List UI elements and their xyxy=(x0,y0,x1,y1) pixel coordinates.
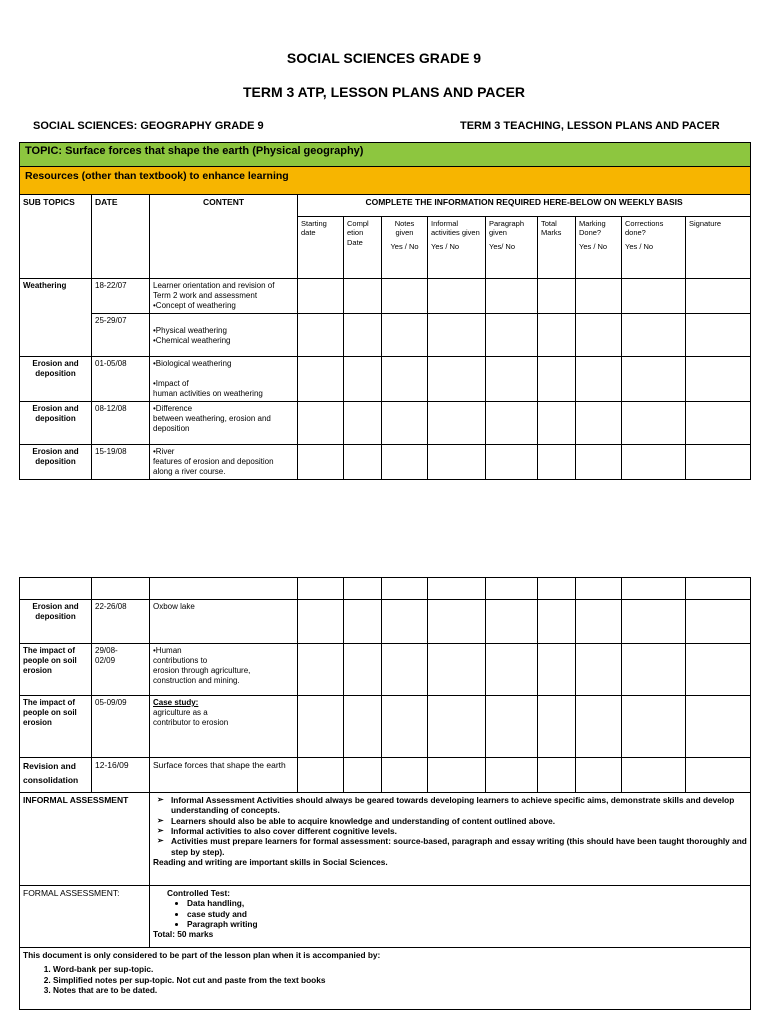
sub-topic-cell: The impact of people on soil erosion xyxy=(20,644,92,696)
table-row xyxy=(20,279,751,314)
entry-cell[interactable] xyxy=(538,402,576,445)
entry-cell[interactable] xyxy=(622,644,686,696)
entry-cell[interactable] xyxy=(538,578,576,600)
list-item: • Data handling, xyxy=(187,898,747,908)
entry-cell[interactable] xyxy=(382,600,428,644)
table-row xyxy=(20,314,751,357)
date-cell: 08-12/08 xyxy=(92,402,150,445)
entry-cell[interactable] xyxy=(538,696,576,758)
header-total-marks: Total Marks xyxy=(538,217,576,279)
date-cell: 25-29/07 xyxy=(92,314,150,357)
entry-cell[interactable] xyxy=(298,696,344,758)
list-item: ➢ Activities must prepare learners for formal assessment: source-based, paragraph and essay writing (this should have been taught thoroughly and step by step). xyxy=(157,836,747,857)
header-date: DATE xyxy=(92,195,150,279)
entry-cell[interactable] xyxy=(382,445,428,480)
list-item: 3. Notes that are to be dated. xyxy=(53,985,747,995)
entry-cell[interactable] xyxy=(686,758,751,793)
entry-cell[interactable] xyxy=(622,314,686,357)
content-cell: •Difference between weathering, erosion and deposition xyxy=(150,402,298,445)
lesson-plan-table-2 xyxy=(19,577,751,1010)
entry-cell[interactable] xyxy=(382,644,428,696)
entry-cell[interactable] xyxy=(686,600,751,644)
entry-cell[interactable] xyxy=(538,279,576,314)
entry-cell[interactable] xyxy=(298,445,344,480)
document-title: SOCIAL SCIENCES GRADE 9 xyxy=(286,50,482,66)
entry-cell[interactable] xyxy=(428,402,486,445)
entry-cell[interactable] xyxy=(382,279,428,314)
entry-cell[interactable] xyxy=(344,578,382,600)
entry-cell[interactable] xyxy=(486,445,538,480)
list-item: ➢ Informal Assessment Activities should always be geared towards developing learners to achieve specific aims, demonstrate skills and develop understanding of concepts. xyxy=(157,795,747,816)
controlled-test-label: Controlled Test: xyxy=(167,888,230,898)
content-cell: •Human contributions to erosion through agriculture, construction and mining. xyxy=(150,644,298,696)
sub-topic-cell: Revision and consolidation xyxy=(20,758,92,793)
header-starting-date: Starting date xyxy=(298,217,344,279)
entry-cell[interactable] xyxy=(686,279,751,314)
content-cell: •Physical weathering •Chemical weathering xyxy=(150,314,298,357)
entry-cell[interactable] xyxy=(686,578,751,600)
entry-cell[interactable] xyxy=(382,402,428,445)
entry-cell[interactable] xyxy=(298,600,344,644)
entry-cell[interactable] xyxy=(622,758,686,793)
entry-cell[interactable] xyxy=(344,314,382,357)
entry-cell[interactable] xyxy=(622,445,686,480)
document-note-text: This document is only considered to be part of the lesson plan when it is accompanied by: xyxy=(23,950,381,960)
entry-cell[interactable] xyxy=(428,578,486,600)
table-row xyxy=(20,578,751,600)
entry-cell[interactable] xyxy=(486,357,538,402)
entry-cell[interactable] xyxy=(486,696,538,758)
entry-cell[interactable] xyxy=(576,445,622,480)
header-marking-done: Marking Done? Yes / No xyxy=(576,217,622,279)
entry-cell[interactable] xyxy=(486,758,538,793)
date-cell: 22-26/08 xyxy=(92,600,150,644)
sub-topic-cell: Erosion and deposition xyxy=(20,402,92,445)
entry-cell[interactable] xyxy=(298,314,344,357)
date-cell: 12-16/09 xyxy=(92,758,150,793)
date-cell: 18-22/07 xyxy=(92,279,150,314)
entry-cell[interactable] xyxy=(686,445,751,480)
informal-assessment-label: INFORMAL ASSESSMENT xyxy=(20,793,150,886)
entry-cell[interactable] xyxy=(344,600,382,644)
header-sub-topics: SUB TOPICS xyxy=(20,195,92,279)
entry-cell[interactable] xyxy=(486,644,538,696)
entry-cell[interactable] xyxy=(538,600,576,644)
table-row xyxy=(20,357,751,402)
entry-cell[interactable] xyxy=(344,357,382,402)
entry-cell[interactable] xyxy=(20,578,92,600)
entry-cell[interactable] xyxy=(576,279,622,314)
content-cell: Surface forces that shape the earth xyxy=(150,758,298,793)
entry-cell[interactable] xyxy=(486,279,538,314)
entry-cell[interactable] xyxy=(622,696,686,758)
entry-cell[interactable] xyxy=(576,758,622,793)
total-marks: Total: 50 marks xyxy=(153,929,214,940)
header-completion-date: Compl etion Date xyxy=(344,217,382,279)
date-cell: 15-19/08 xyxy=(92,445,150,480)
lesson-plan-table-1 xyxy=(19,142,751,480)
entry-cell[interactable] xyxy=(428,445,486,480)
informal-assessment-notes xyxy=(150,793,751,886)
sub-topic-cell: Erosion and deposition xyxy=(20,445,92,480)
entry-cell[interactable] xyxy=(486,600,538,644)
content-cell: Case study: agriculture as a contributor to erosion xyxy=(150,696,298,758)
date-cell: 29/08- 02/09 xyxy=(92,644,150,696)
entry-cell[interactable] xyxy=(486,402,538,445)
document-note xyxy=(20,948,751,1010)
entry-cell[interactable] xyxy=(344,402,382,445)
entry-cell[interactable] xyxy=(150,578,298,600)
entry-cell[interactable] xyxy=(382,314,428,357)
list-item: ➢ Learners should also be able to acquire knowledge and understanding of content outlined above. xyxy=(157,816,747,826)
resources-banner: Resources (other than textbook) to enhance learning xyxy=(20,167,751,195)
header-informal-activities: Informal activities given Yes / No xyxy=(428,217,486,279)
entry-cell[interactable] xyxy=(576,644,622,696)
formal-assessment-notes xyxy=(150,886,751,948)
entry-cell[interactable] xyxy=(344,279,382,314)
topic-banner: TOPIC: Surface forces that shape the earth (Physical geography) xyxy=(20,143,751,167)
sub-topic-cell: Erosion and deposition xyxy=(20,357,92,402)
document-subtitle: TERM 3 ATP, LESSON PLANS AND PACER xyxy=(242,84,526,100)
header-paragraph-given: Paragraph given Yes/ No xyxy=(486,217,538,279)
sub-topic-cell: The impact of people on soil erosion xyxy=(20,696,92,758)
content-cell: •River features of erosion and deposition along a river course. xyxy=(150,445,298,480)
table-row xyxy=(20,758,751,793)
entry-cell[interactable] xyxy=(486,578,538,600)
entry-cell[interactable] xyxy=(344,696,382,758)
entry-cell[interactable] xyxy=(576,402,622,445)
entry-cell[interactable] xyxy=(576,696,622,758)
content-cell: Learner orientation and revision of Term 2 work and assessment •Concept of weathering xyxy=(150,279,298,314)
entry-cell[interactable] xyxy=(298,357,344,402)
content-cell: •Biological weathering •Impact of human activities on weathering xyxy=(150,357,298,402)
informal-assessment-row xyxy=(20,793,751,886)
entry-cell[interactable] xyxy=(576,578,622,600)
entry-cell[interactable] xyxy=(298,758,344,793)
entry-cell[interactable] xyxy=(686,314,751,357)
entry-cell[interactable] xyxy=(344,445,382,480)
list-item: 1. Word-bank per sup-topic. xyxy=(53,964,747,974)
document-note-row xyxy=(20,948,751,1010)
header-corrections-done: Corrections done? Yes / No xyxy=(622,217,686,279)
entry-cell[interactable] xyxy=(298,279,344,314)
entry-cell[interactable] xyxy=(428,696,486,758)
entry-cell[interactable] xyxy=(622,357,686,402)
date-cell: 05-09/09 xyxy=(92,696,150,758)
case-study-label: Case study: xyxy=(153,698,199,707)
entry-cell[interactable] xyxy=(428,279,486,314)
term-heading: TERM 3 TEACHING, LESSON PLANS AND PACER xyxy=(460,120,720,132)
table-row xyxy=(20,696,751,758)
entry-cell[interactable] xyxy=(576,357,622,402)
entry-cell[interactable] xyxy=(576,314,622,357)
entry-cell[interactable] xyxy=(428,314,486,357)
entry-cell[interactable] xyxy=(538,445,576,480)
entry-cell[interactable] xyxy=(538,758,576,793)
table-row xyxy=(20,402,751,445)
sub-topic-cell: Erosion and deposition xyxy=(20,600,92,644)
list-item: ➢ Informal activities to also cover different cognitive levels. xyxy=(157,826,747,836)
list-item: • Paragraph writing xyxy=(187,919,747,929)
entry-cell[interactable] xyxy=(382,696,428,758)
entry-cell[interactable] xyxy=(428,758,486,793)
entry-cell[interactable] xyxy=(382,758,428,793)
entry-cell[interactable] xyxy=(686,357,751,402)
formal-assessment-label: FORMAL ASSESSMENT: xyxy=(20,886,150,948)
entry-cell[interactable] xyxy=(686,402,751,445)
entry-cell[interactable] xyxy=(686,644,751,696)
entry-cell[interactable] xyxy=(622,279,686,314)
date-cell: 01-05/08 xyxy=(92,357,150,402)
entry-cell[interactable] xyxy=(538,644,576,696)
entry-cell[interactable] xyxy=(538,357,576,402)
header-notes-given: Notes given Yes / No xyxy=(382,217,428,279)
entry-cell[interactable] xyxy=(686,696,751,758)
entry-cell[interactable] xyxy=(382,357,428,402)
table-row xyxy=(20,644,751,696)
entry-cell[interactable] xyxy=(344,758,382,793)
table-row xyxy=(20,600,751,644)
header-complete-info: COMPLETE THE INFORMATION REQUIRED HERE-BELOW ON WEEKLY BASIS xyxy=(298,195,751,217)
informal-footer: Reading and writing are important skills in Social Sciences. xyxy=(153,857,388,868)
entry-cell[interactable] xyxy=(92,578,150,600)
entry-cell[interactable] xyxy=(298,578,344,600)
table-row xyxy=(20,445,751,480)
entry-cell[interactable] xyxy=(622,578,686,600)
entry-cell[interactable] xyxy=(298,644,344,696)
content-cell: Oxbow lake xyxy=(150,600,298,644)
sub-topic-cell: Weathering xyxy=(20,279,92,357)
entry-cell[interactable] xyxy=(538,314,576,357)
entry-cell[interactable] xyxy=(428,357,486,402)
entry-cell[interactable] xyxy=(576,600,622,644)
formal-assessment-row xyxy=(20,886,751,948)
entry-cell[interactable] xyxy=(622,600,686,644)
header-content: CONTENT xyxy=(150,195,298,279)
list-item: • case study and xyxy=(187,909,747,919)
subject-heading: SOCIAL SCIENCES: GEOGRAPHY GRADE 9 xyxy=(33,120,264,132)
entry-cell[interactable] xyxy=(486,314,538,357)
entry-cell[interactable] xyxy=(298,402,344,445)
list-item: 2. Simplified notes per sup-topic. Not cut and paste from the text books xyxy=(53,975,747,985)
entry-cell[interactable] xyxy=(622,402,686,445)
header-signature: Signature xyxy=(686,217,751,279)
entry-cell[interactable] xyxy=(382,578,428,600)
entry-cell[interactable] xyxy=(428,644,486,696)
entry-cell[interactable] xyxy=(428,600,486,644)
entry-cell[interactable] xyxy=(344,644,382,696)
